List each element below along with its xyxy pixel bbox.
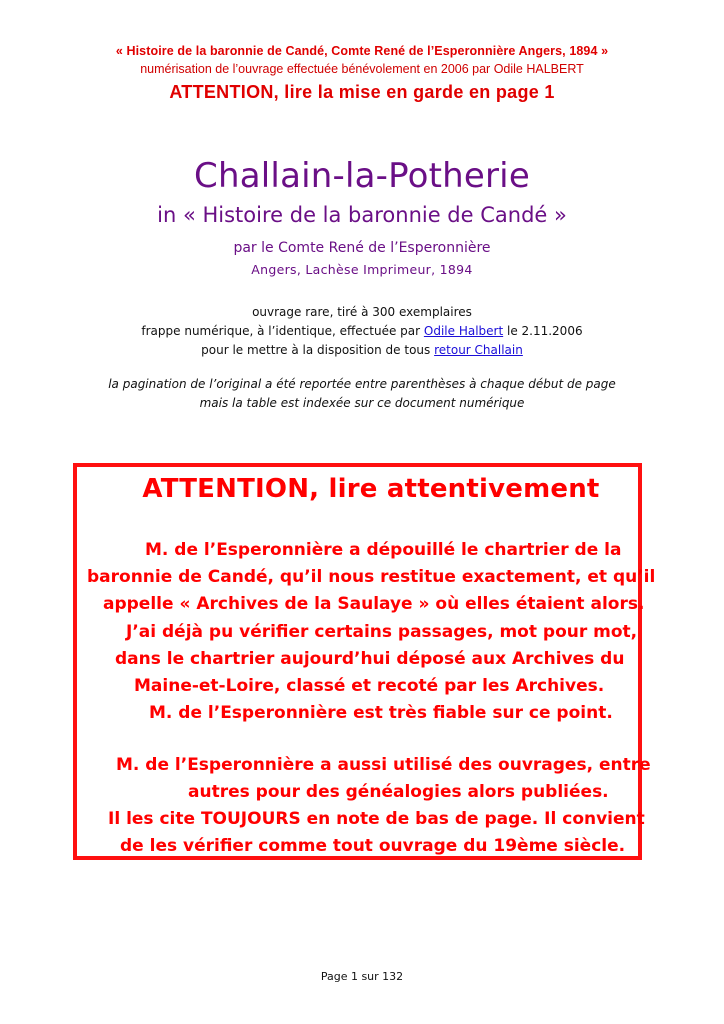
warning-line: appelle « Archives de la Saulaye » où elles étaient alors. [103, 594, 645, 614]
note-rare-edition: ouvrage rare, tiré à 300 exemplaires [252, 305, 472, 319]
document-publisher: Angers, Lachèse Imprimeur, 1894 [251, 262, 473, 277]
note-index: mais la table est indexée sur ce document numérique [199, 396, 525, 410]
note-digitization [0, 324, 724, 338]
document-source: in « Histoire de la baronnie de Candé » [157, 203, 567, 227]
header-warning: ATTENTION, lire la mise en garde en page 1 [169, 82, 555, 102]
note-pagination: la pagination de l’original a été reportée entre parenthèses à chaque début de page [108, 377, 616, 391]
note-digitization-text: frappe numérique, à l’identique, effectuée par [141, 324, 424, 338]
note-digitization-date: le 2.11.2006 [503, 324, 583, 338]
note-availability [0, 343, 724, 357]
warning-line: de les vérifier comme tout ouvrage du 19ème siècle. [120, 836, 626, 856]
warning-line: baronnie de Candé, qu’il nous restitue exactement, et qu’il [87, 567, 656, 587]
warning-line: Il les cite TOUJOURS en note de bas de page. Il convient [108, 809, 645, 829]
header-credit: numérisation de l’ouvrage effectuée bénévolement en 2006 par Odile HALBERT [140, 62, 584, 76]
document-title: Challain-la-Potherie [194, 156, 530, 196]
warning-line: M. de l’Esperonnière est très fiable sur ce point. [149, 703, 613, 723]
page-number: Page 1 sur 132 [320, 970, 404, 983]
note-availability-text: pour le mettre à la disposition de tous [201, 343, 435, 357]
document-author: par le Comte René de l’Esperonnière [233, 240, 491, 256]
warning-line: Maine-et-Loire, classé et recoté par les Archives. [134, 676, 605, 696]
retour-challain-link[interactable]: retour Challain [434, 343, 523, 357]
warning-line: autres pour des généalogies alors publiées. [188, 782, 609, 802]
warning-line: M. de l’Esperonnière a dépouillé le chartrier de la [145, 540, 622, 560]
warning-box-title: ATTENTION, lire attentivement [142, 474, 600, 504]
warning-line: J’ai déjà pu vérifier certains passages, mot pour mot, [126, 622, 638, 642]
warning-line: M. de l’Esperonnière a aussi utilisé des ouvrages, entre [116, 755, 651, 775]
odile-halbert-link[interactable]: Odile Halbert [423, 324, 504, 338]
header-title: « Histoire de la baronnie de Candé, Comte René de l’Esperonnière Angers, 1894 » [115, 44, 609, 58]
warning-line: dans le chartrier aujourd’hui déposé aux Archives du [115, 649, 625, 669]
